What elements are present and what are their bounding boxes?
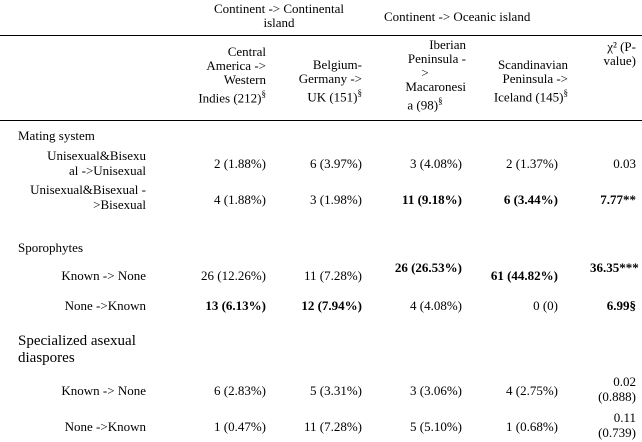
column-header-iberian (384, 38, 466, 112)
row-label-line: al ->Unisexual (68, 163, 146, 178)
header-bottom-rule (0, 120, 642, 121)
cell: 6 (2.83%) (214, 383, 266, 398)
cell: 6.99§ (606, 298, 636, 313)
column-header-line: Iberian (429, 37, 466, 52)
cell: 3 (1.98%) (310, 192, 362, 207)
cell: 1 (0.47%) (214, 419, 266, 434)
cell: 0.02 (0.888) (598, 374, 636, 404)
column-header-line: χ² (P- (607, 39, 636, 54)
column-header-central-america (160, 45, 266, 105)
group-header-continental-line1: Continent -> Continental (213, 1, 345, 16)
cell: 11 (7.28%) (303, 419, 362, 434)
column-header-line: Macaronesi (405, 79, 466, 94)
column-header-line: Peninsula -> (502, 71, 568, 86)
cell: 5 (3.31%) (310, 383, 362, 398)
cell: 4 (2.75%) (506, 383, 558, 398)
cell: 26 (12.26%) (201, 268, 266, 283)
row-label-line: >Bisexual (93, 197, 146, 212)
cell: 0 (0) (533, 298, 558, 313)
section-title-specialized-asexual-diaspores: Specialized asexual diaspores (18, 333, 136, 366)
row-label: Known -> None (61, 268, 146, 283)
cell: 0.11 (0.739) (598, 410, 636, 440)
column-header-belgium-germany (270, 58, 362, 104)
column-header-line: Scandinavian (497, 57, 568, 72)
cell: 61 (44.82%) (490, 268, 558, 283)
cell: 6 (3.97%) (310, 156, 362, 171)
column-header-scandinavian (470, 58, 568, 104)
column-header-line: Peninsula - (407, 51, 466, 66)
cell: 36.35*** (590, 260, 639, 275)
row-label: None ->Known (64, 298, 146, 313)
row-label (6, 182, 146, 212)
column-header-line: a (98)§ (407, 96, 443, 113)
cell: 11 (9.18%) (402, 192, 462, 207)
cell: 5 (5.10%) (410, 419, 462, 434)
section-title-mating-system: Mating system (18, 128, 95, 143)
column-header-line: Central (227, 44, 266, 59)
group-header-oceanic: Continent -> Oceanic island (384, 9, 531, 24)
group-header-continental (195, 2, 363, 30)
cell: 11 (7.28%) (303, 268, 362, 283)
column-header-line: Iceland (145)§ (493, 88, 568, 105)
cell: 6 (3.44%) (503, 192, 558, 207)
cell: 13 (6.13%) (205, 298, 266, 313)
cell: 3 (4.08%) (410, 156, 462, 171)
row-label-line: Unisexual&Bisexu (47, 148, 146, 163)
cell: 26 (26.53%) (394, 260, 462, 275)
cell: 4 (4.08%) (410, 298, 462, 313)
cell: 7.77** (600, 192, 636, 207)
column-header-line: Indies (212)§ (198, 89, 266, 106)
section-title-sporophytes: Sporophytes (18, 240, 83, 255)
group-header-continental-line2: island (263, 15, 295, 30)
column-header-line: > (421, 65, 429, 80)
column-header-chi-square (578, 40, 636, 68)
column-header-line: UK (151)§ (307, 88, 362, 105)
header-top-rule (0, 35, 642, 36)
cell: 4 (1.88%) (214, 192, 266, 207)
cell: 12 (7.94%) (301, 298, 362, 313)
cell: 2 (1.88%) (214, 156, 266, 171)
column-header-line: Germany -> (298, 71, 362, 86)
column-header-line: Western (223, 72, 266, 87)
column-header-line: Belgium- (312, 57, 362, 72)
row-label (20, 148, 146, 178)
cell: 0.03 (613, 156, 636, 171)
column-header-line: America -> (206, 58, 266, 73)
row-label: None ->Known (64, 419, 146, 434)
cell: 2 (1.37%) (506, 156, 558, 171)
cell: 1 (0.68%) (506, 419, 558, 434)
column-header-line: value) (603, 53, 636, 68)
row-label: Known -> None (61, 383, 146, 398)
cell: 3 (3.06%) (410, 383, 462, 398)
row-label-line: Unisexual&Bisexual - (30, 182, 146, 197)
